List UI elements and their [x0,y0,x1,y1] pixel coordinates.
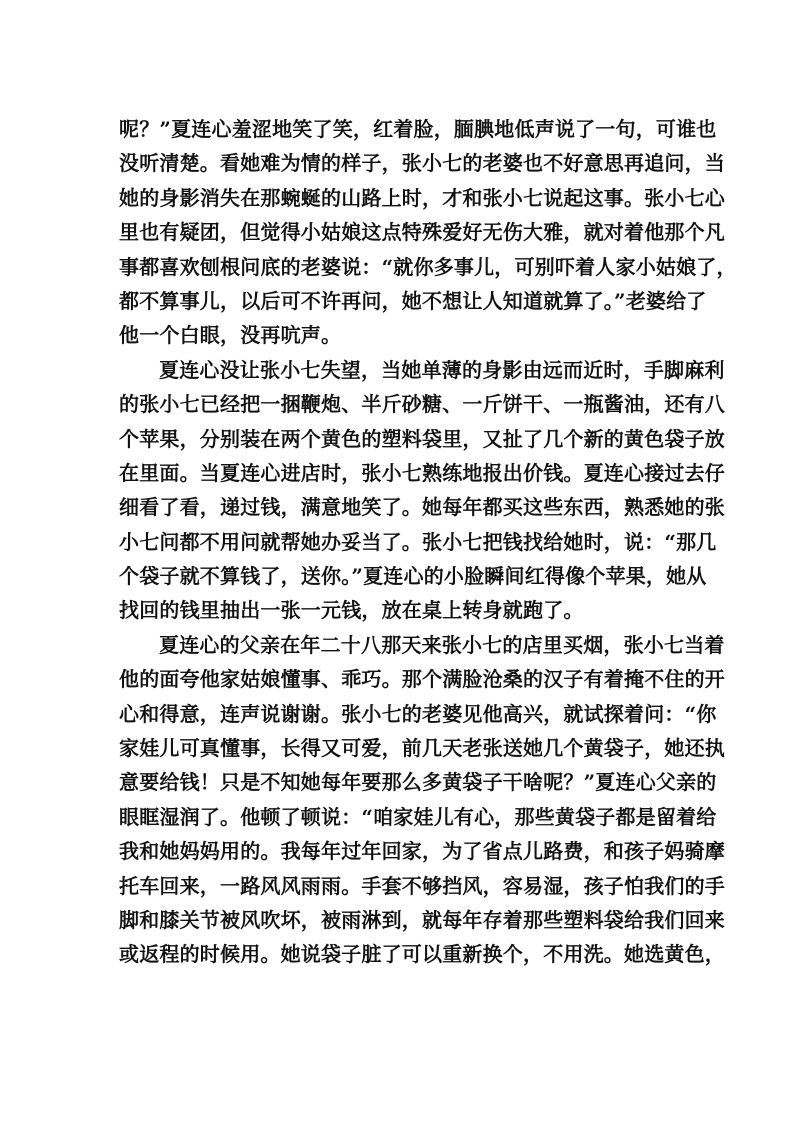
text-line: 我和她妈妈用的。我每年过年回家，为了省点儿路费，和孩子妈骑摩 [119,839,725,864]
text-line: 她的身影消失在那蜿蜒的山路上时，才和张小七说起这事。张小七心 [119,185,725,210]
body-text [119,112,737,972]
text-line: 呢？”夏连心羞涩地笑了笑，红着脸，腼腆地低声说了一句，可谁也 [119,117,717,141]
text-line: 里也有疑团，但觉得小姑娘这点特殊爱好无伤大雅，就对着他那个凡 [119,220,725,245]
text-line: 家娃儿可真懂事，长得又可爱，前几天老张送她几个黄袋子，她还执 [119,736,725,761]
text-line: 他一个白眼，没再吭声。 [119,323,342,348]
text-line: 眼眶湿润了。他顿了顿说：“咱家娃儿有心，那些黄袋子都是留着给 [119,804,717,829]
text-line: 都不算事儿，以后可不许再问，她不想让人知道就算了。”老婆给了 [119,288,707,313]
text-line: 意要给钱！只是不知她每年要那么多黄袋子干啥呢？”夏连心父亲的 [119,770,717,795]
text-line: 他的面夸他家姑娘懂事、乖巧。那个满脸沧桑的汉子有着掩不住的开 [119,667,725,692]
text-line: 托车回来，一路风风雨雨。手套不够挡风，容易湿，孩子怕我们的手 [119,873,725,898]
text-line: 在里面。当夏连心进店时，张小七熟练地报出价钱。夏连心接过去仔 [119,460,725,485]
paragraph-2 [119,353,725,628]
text-line: 心和得意，连声说谢谢。张小七的老婆见他高兴，就试探着问：“你 [119,701,717,726]
paragraph-1 [119,112,737,353]
text-line: 夏连心没让张小七失望，当她单薄的身影由远而近时，手脚麻利 [159,357,725,382]
text-line: 夏连心的父亲在年二十八那天来张小七的店里买烟，张小七当着 [159,632,725,657]
text-line: 脚和膝关节被风吹坏，被雨淋到，就每年存着那些塑料袋给我们回来 [119,907,725,932]
text-line: 个苹果，分别装在两个黄色的塑料袋里，又扯了几个新的黄色袋子放 [119,426,725,451]
text-line: 个袋子就不算钱了，送你。”夏连心的小脸瞬间红得像个苹果，她从 [119,564,707,589]
text-line: 或返程的时候用。她说袋子脏了可以重新换个，不用洗。她选黄色， [119,942,725,967]
text-line: 细看了看，递过钱，满意地笑了。她每年都买这些东西，熟悉她的张 [119,495,725,520]
text-line: 事都喜欢刨根问底的老婆说：“就你多事儿，可别吓着人家小姑娘了， [119,254,737,279]
text-line: 小七问都不用问就帮她办妥当了。张小七把钱找给她时，说：“那几 [119,529,717,554]
text-line: 找回的钱里抽出一张一元钱，放在桌上转身就跑了。 [119,598,584,623]
text-line: 没听清楚。看她难为情的样子，张小七的老婆也不好意思再追问，当 [119,151,725,176]
text-line: 的张小七已经把一捆鞭炮、半斤砂糖、一斤饼干、一瓶酱油，还有八 [119,392,725,417]
paragraph-3 [119,628,725,972]
